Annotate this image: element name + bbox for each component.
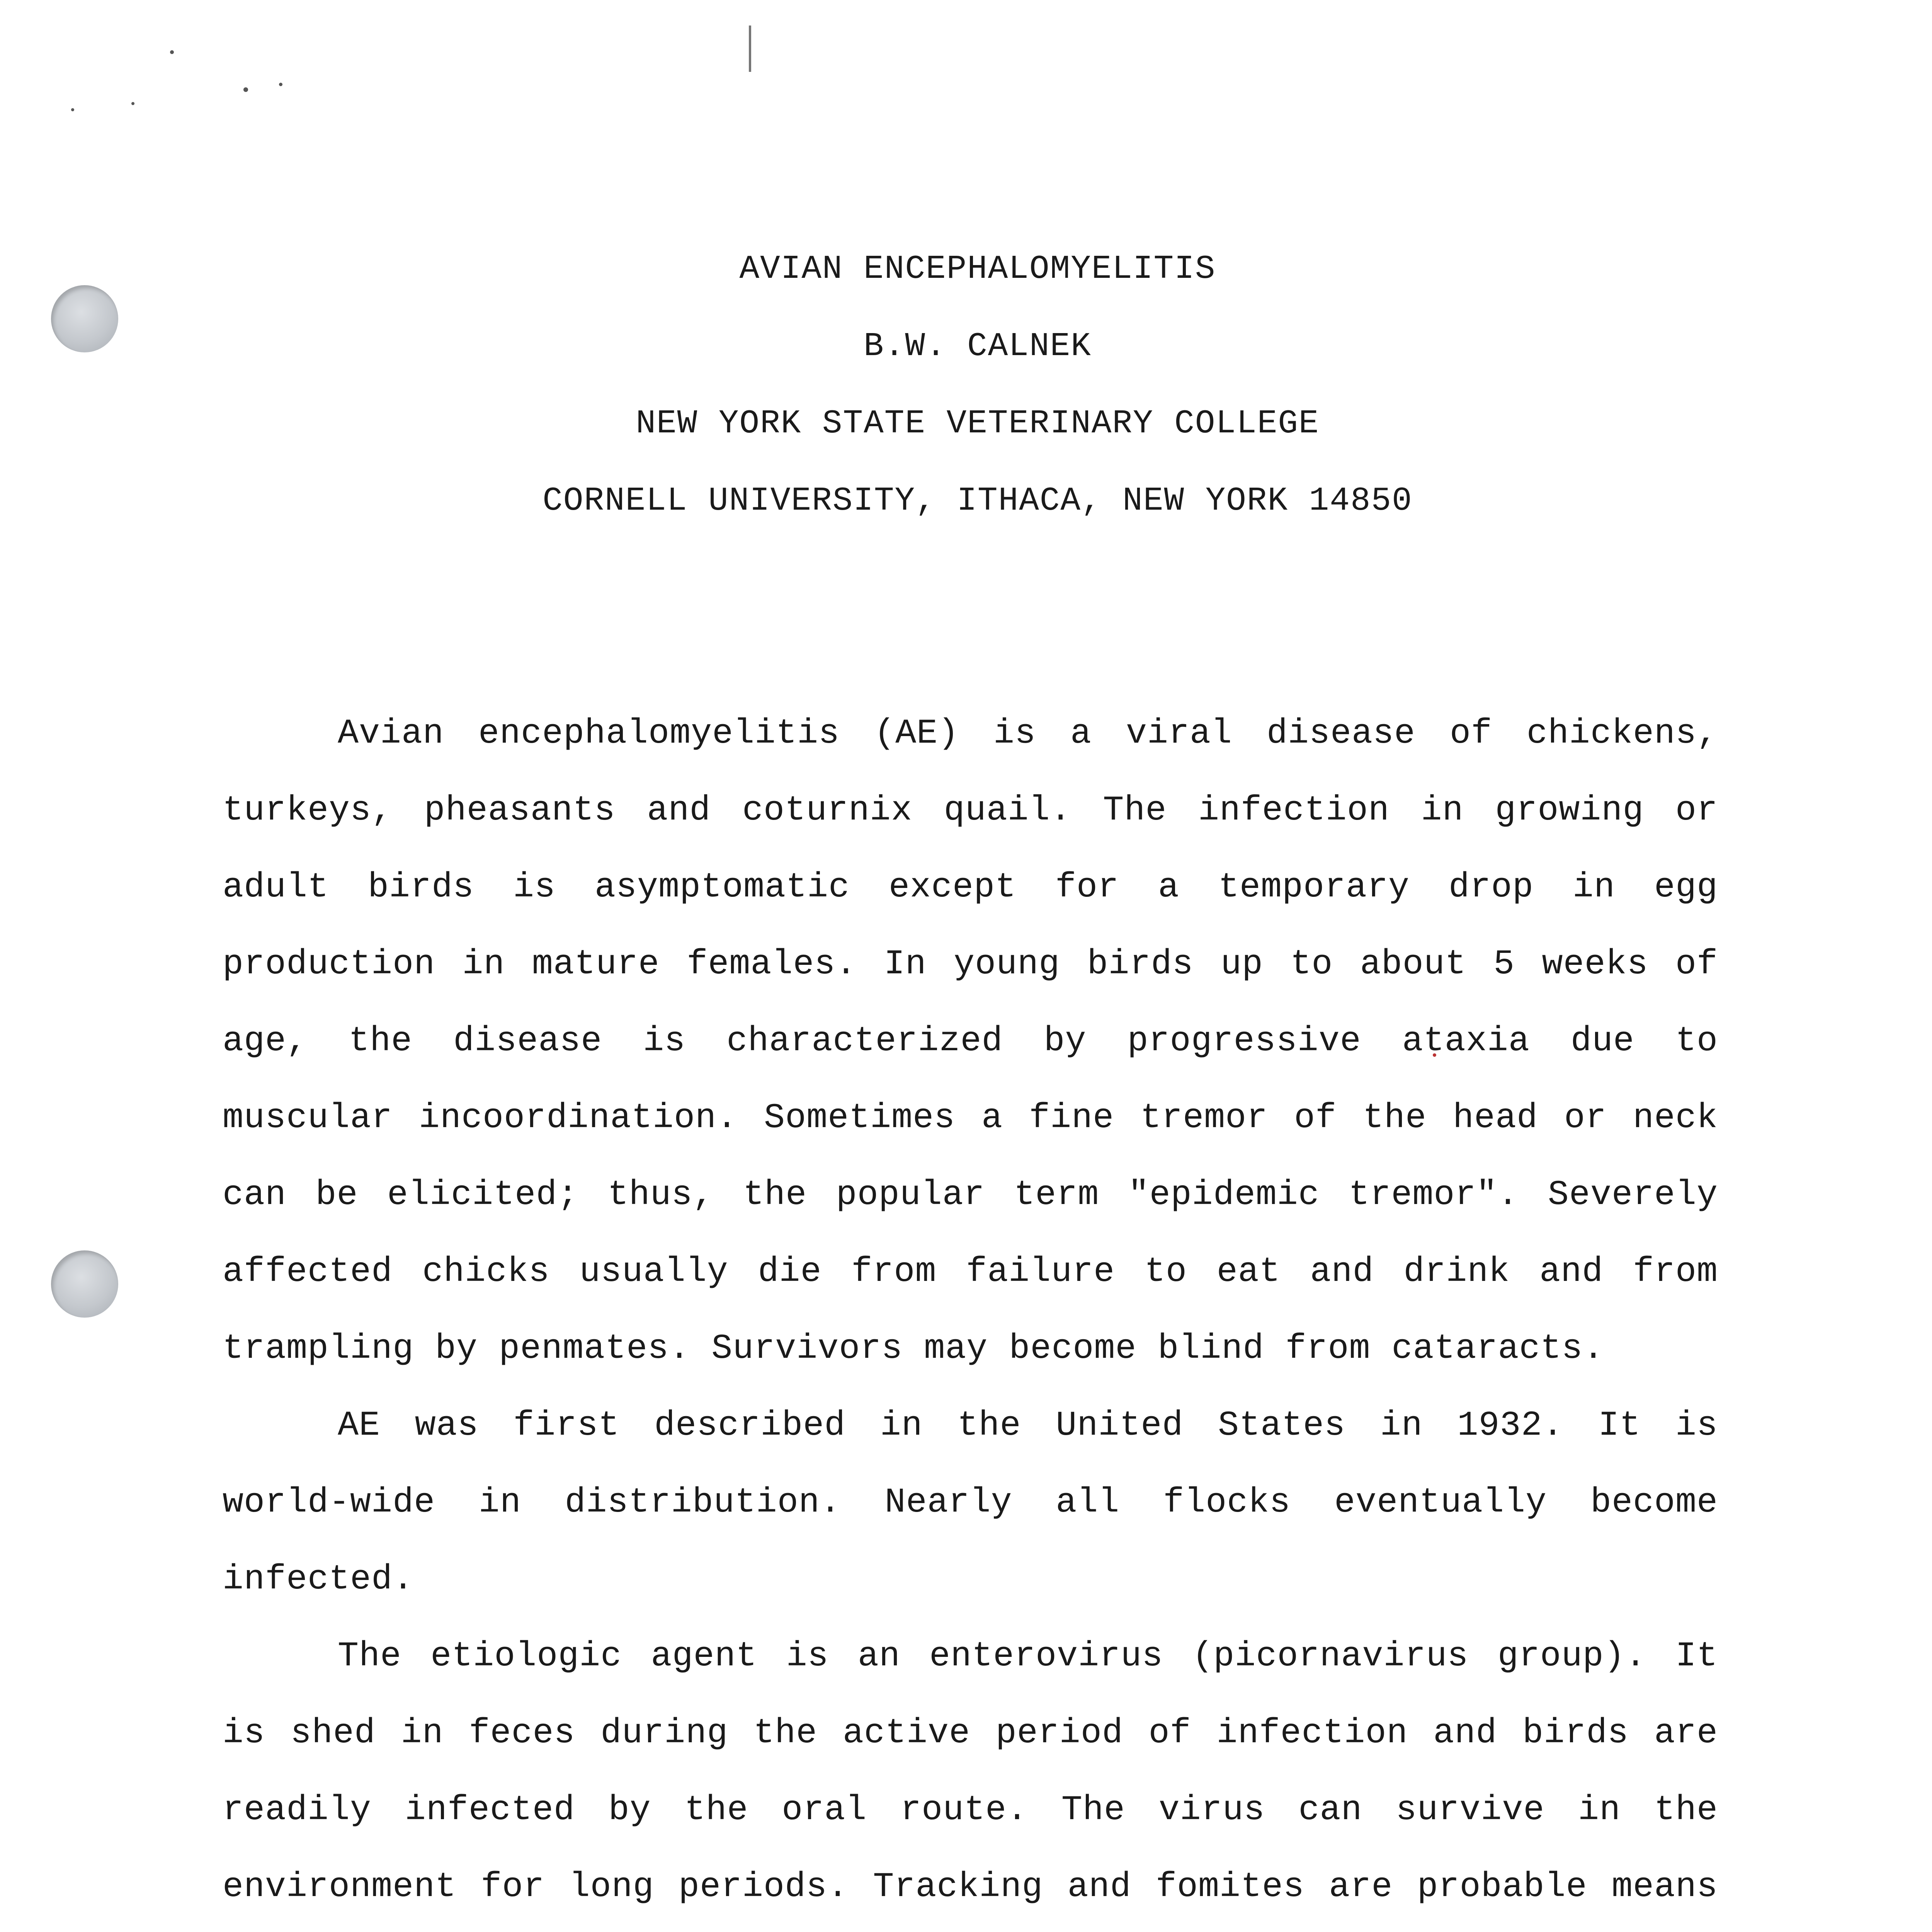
paragraph-intro: Avian encephalomyelitis (AE) is a viral disease of chickens, turkeys, pheasants and coturnix quail. The infection in growing or adult birds is asymptomatic except for a temporary drop in egg production in mature females. In young birds up to about 5 weeks of age, the disease is characterized by progressive ataxia due to muscular incoordination. Sometimes a fine tremor of the head or neck can be elicited; thus, the popular term "epidemic tremor". Severely affected chicks usually die from failure to eat and drink and from trampling by penmates. Survivors may become blind from cataracts. [223, 714, 1718, 1369]
scan-speck [131, 102, 134, 105]
scan-speck [170, 50, 174, 54]
scan-speck [71, 108, 74, 111]
scan-speck [279, 83, 282, 86]
punch-hole-middle [51, 1250, 118, 1318]
document-body [223, 696, 1718, 1932]
document-institution: NEW YORK STATE VETERINARY COLLEGE [636, 405, 1320, 442]
document-title: AVIAN ENCEPHALOMYELITIS [739, 250, 1216, 288]
paragraph-etiology: The etiologic agent is an enterovirus (picornavirus group). It is shed in feces during the active period of infection and birds are readily infected by the oral route. The virus can survive in the environment for long periods. Tracking and fomites are probable means [223, 1637, 1718, 1907]
document-author: B.W. CALNEK [864, 327, 1092, 365]
document-address: CORNELL UNIVERSITY, ITHACA, NEW YORK 14850 [543, 482, 1413, 520]
paragraph-history: AE was first described in the United States in 1932. It is world-wide in distribution. Nearly all flocks eventually become infected. [223, 1406, 1718, 1599]
scan-speck [243, 87, 248, 92]
scan-artifact-line [749, 26, 751, 72]
